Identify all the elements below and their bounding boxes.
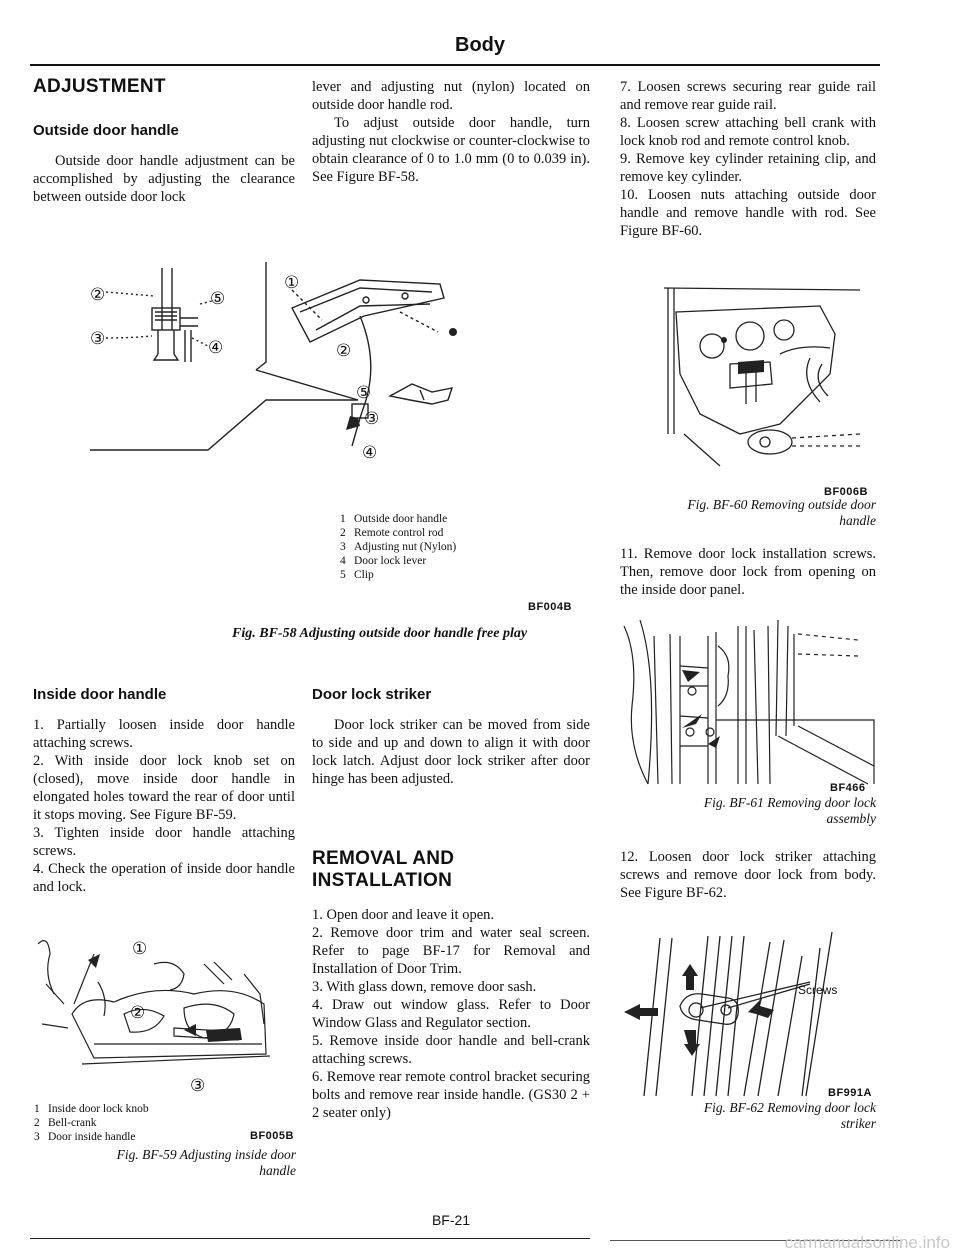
subsection-door-lock-striker: Door lock striker [312,686,432,703]
fig59-callout-3: ③ [190,1076,206,1095]
removal-step-1: 1. Open door and leave it open. [312,907,495,923]
column-2-top [312,78,590,186]
fig61-caption-line2: assembly [826,811,876,826]
subsection-outside-door-handle: Outside door handle [33,122,179,139]
column-3-top [620,78,876,240]
figure-bf60-drawing [660,284,870,484]
column-3-step-11 [620,545,876,599]
fig59-caption-line1: Fig. BF-59 Adjusting inside door [116,1147,296,1162]
fig59-caption-line2: handle [259,1163,296,1178]
fig58-callout: ④ [208,338,224,357]
section-title-removal-1: REMOVAL AND [312,848,455,869]
subsection-inside-door-handle: Inside door handle [33,686,167,703]
removal-step-4: 4. Draw out window glass. Refer to Door Window Glass and Regulator section. [312,997,590,1031]
step-11: 11. Remove door lock installation screws. Then, remove door lock from opening on the inside door panel. [620,546,876,598]
step-12: 12. Loosen door lock striker attaching screws and remove door lock from body. See Figure BF-62. [620,849,876,901]
fig59-callout: ① [132,939,148,958]
legend-item: 1 Inside door lock knob [34,1103,149,1115]
fig62-caption [620,1100,876,1132]
outside-handle-adjust-text: To adjust outside door handle, turn adjusting nut clockwise or counter-clockwise to obtain clearance of 0 to 1.0 mm (0 to 0.039 in). See Figure BF-58. [312,115,590,185]
legend-item: 2 Remote control rod [340,527,444,539]
figure-bf59-drawing [34,924,304,1084]
inside-step-3: 3. Tighten inside door handle attaching screws. [33,825,295,859]
step-7: 7. Loosen screws securing rear guide rail and remove rear guide rail. [620,79,876,113]
fig60-caption-line1: Fig. BF-60 Removing outside door [687,497,876,512]
header-rule [30,64,880,66]
fig58-callout: ① [284,273,300,292]
column-1-top [33,76,295,206]
outside-handle-text: Outside door handle adjustment can be accomplished by adjusting the clearance between outside door lock [33,153,295,205]
fig61-caption [620,795,876,827]
column-3-step-12 [620,848,876,902]
figure-bf58-drawing [60,250,560,470]
fig62-screws-label: Screws [798,983,838,997]
fig60-caption-line2: handle [839,513,876,528]
page-number: BF-21 [431,1212,471,1228]
outside-handle-text-continued: lever and adjusting nut (nylon) located on outside door handle rod. [312,79,590,113]
fig58-callout: ③ [90,329,106,348]
removal-step-5: 5. Remove inside door handle and bell-crank attaching screws. [312,1033,590,1067]
removal-step-6: 6. Remove rear remote control bracket securing bolts and remove rear inside handle. (GS30 2 + 2 seater only) [312,1069,590,1121]
fig58-legend [340,512,456,582]
fig60-code: BF006B [824,486,868,498]
footer-rule [30,1238,590,1239]
fig58-callout: ⑤ [210,289,226,308]
page-header-title: Body [455,34,505,56]
column-1-bottom [33,686,295,896]
section-title-adjustment: ADJUSTMENT [33,76,166,97]
removal-step-3: 3. With glass down, remove door sash. [312,979,537,995]
fig58-callout: ② [336,341,352,360]
fig60-caption [620,497,876,529]
fig58-code: BF004B [528,601,572,613]
removal-step-2: 2. Remove door trim and water seal screen. Refer to page BF-17 for Removal and Installation of Door Trim. [312,925,590,977]
legend-item: 5 Clip [340,569,374,581]
watermark: carmanualsonline.info [784,1233,950,1252]
section-title-removal-2: INSTALLATION [312,870,453,891]
striker-text: Door lock striker can be moved from side to side and up and down to align it with door lock latch. Adjust door lock striker after door hinge has been adjusted. [312,717,590,787]
fig58-callout: ④ [362,443,378,462]
fig58-caption: Fig. BF-58 Adjusting outside door handle free play [232,626,528,641]
legend-item: 3 Door inside handle [34,1131,136,1143]
fig59-caption [34,1147,296,1179]
fig59-legend [34,1102,149,1144]
step-8: 8. Loosen screw attaching bell crank with lock knob rod and remote control knob. [620,115,876,149]
legend-item: 4 Door lock lever [340,555,427,567]
fig59-code: BF005B [250,1130,294,1142]
fig62-caption-line1: Fig. BF-62 Removing door lock [703,1100,876,1115]
step-9: 9. Remove key cylinder retaining clip, and remove key cylinder. [620,151,876,185]
fig58-callout: ③ [364,409,380,428]
legend-item: 3 Adjusting nut (Nylon) [340,541,457,553]
inside-step-4: 4. Check the operation of inside door handle and lock. [33,861,295,895]
fig62-caption-line2: striker [840,1116,876,1131]
legend-item: 2 Bell-crank [34,1117,97,1129]
step-10: 10. Loosen nuts attaching outside door handle and remove handle with rod. See Figure BF-60. [620,187,876,239]
figure-bf62-drawing [620,928,880,1100]
fig59-callout: ② [130,1003,146,1022]
inside-step-1: 1. Partially loosen inside door handle attaching screws. [33,717,295,751]
fig62-code: BF991A [828,1087,872,1099]
fig58-callout: ⑤ [356,383,372,402]
legend-item: 1 Outside door handle [340,513,448,525]
fig61-code: BF466 [830,782,866,794]
fig58-callout: ② [90,285,106,304]
figure-bf61-drawing [618,616,888,786]
column-2-bottom [312,686,590,1122]
fig61-caption-line1: Fig. BF-61 Removing door lock [703,795,876,810]
inside-step-2: 2. With inside door lock knob set on (closed), move inside door handle in elongated holes toward the rear of door until it stops moving. See Figure BF-59. [33,753,295,823]
